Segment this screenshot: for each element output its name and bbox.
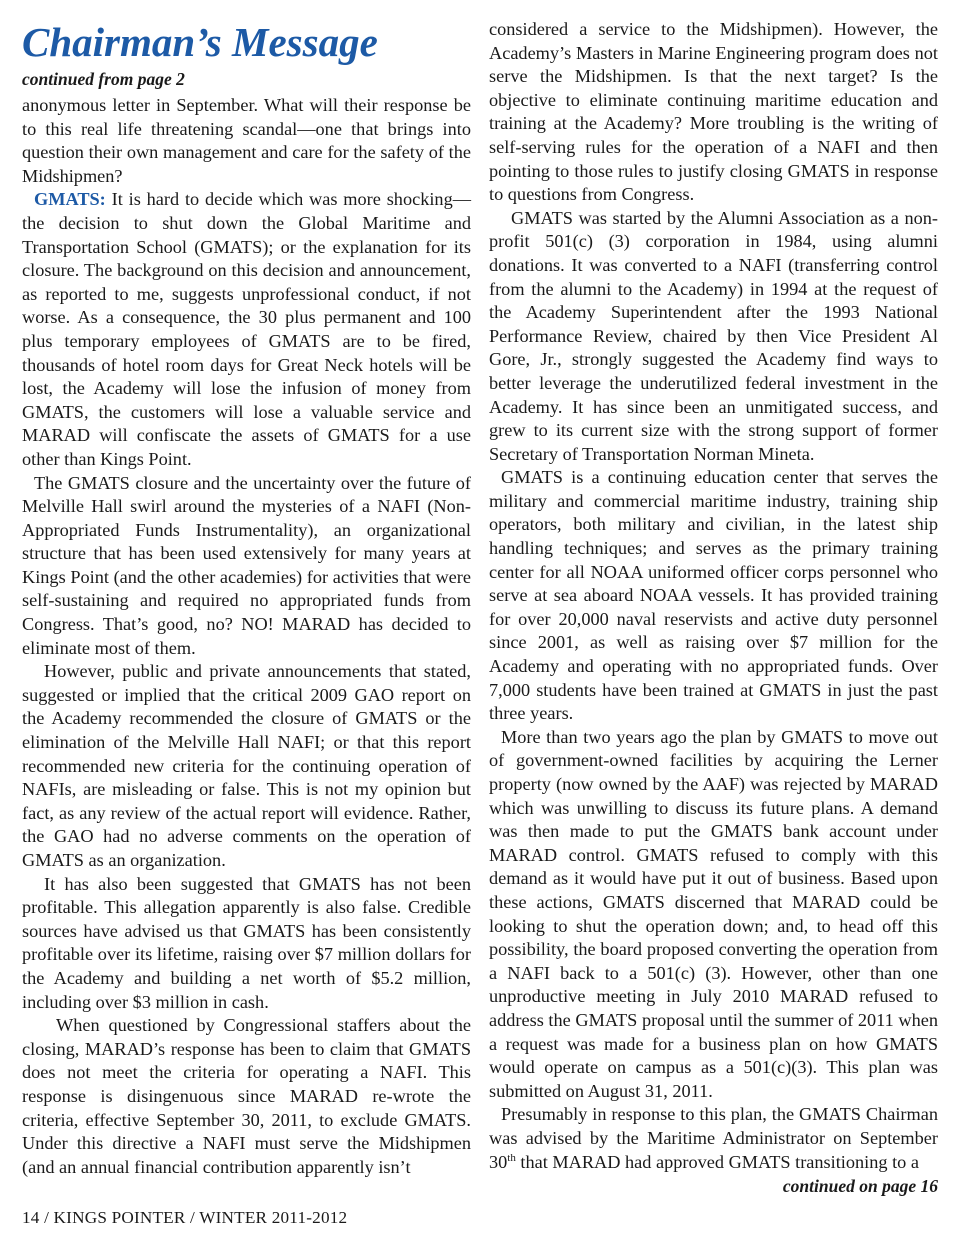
left-paragraph-2 xyxy=(22,188,471,471)
ordinal-suffix: th xyxy=(507,1151,516,1164)
continued-on-note: continued on page 16 xyxy=(782,1176,938,1197)
right-paragraph-2: GMATS was started by the Alumni Association as a non-profit 501(c) (3) corporation in 1984, using alumni donations. It was converted to a NAFI (transferring control from the alumni to the Academy) in 1994 at the request of the Academy Superintendent after the 1993 National Performance Review, chaired by then Vice President Al Gore, Jr., strongly suggested the Academy find ways to better leverage the underutilized federal investment in the Academy. It has since been an unmitigated success, and grew to its current size with the strong support of former Secretary of Transportation Norman Mineta. xyxy=(489,207,938,464)
left-paragraph-5: It has also been suggested that GMATS has not been profitable. This allegation apparently is also false. Credible sources have advised us that GMATS has been consistently profitable over its lifetime, raising over $7 million dollars for the Academy and building a net worth of $5.2 million, including over $3 million in cash. xyxy=(22,873,471,1012)
page-footer: 14 / KINGS POINTER / WINTER 2011-2012 xyxy=(22,1208,348,1227)
right-column xyxy=(489,18,938,1199)
right-paragraph-3: GMATS is a continuing education center that serves the military and commercial maritime industry, training ship operators, both military and civilian, in the latest ship handling techniques; and serves as the primary training center for all NOAA uniformed officer corps personnel who serve at sea aboard NOAA vessels. It has provided training for over 20,000 naval reservists and active duty personnel since 2001, as well as raising over $7 million for the Academy and operating with no appropriated funds. Over 7,000 students have been trained at GMATS in just the past three years. xyxy=(489,467,938,724)
right-paragraph-5 xyxy=(489,1103,938,1174)
continued-from-note: continued from page 2 xyxy=(22,69,185,89)
right-paragraph-4: More than two years ago the plan by GMATS to move out of government-owned facilities by acquiring the Lerner property (now owned by the AAF) was rejected by MARAD which was unwilling to discuss its future plans. A demand was then made to put the GMATS bank account under MARAD control. GMATS refused to comply with this demand as it would have put it out of business. Based upon these actions, GMATS discerned that MARAD could be looking to shut the operation down; and, to head off this possibility, the board proposed converting the operation from a NAFI back to a 501(c) (3). However, other than one unproductive meeting in July 2010 MARAD refused to address the GMATS proposal until the summer of 2011 when a request was made for a business plan on how GMATS would operate on campus as a 501(c)(3). This plan was submitted on August 31, 2011. xyxy=(489,726,938,1101)
left-column xyxy=(22,18,471,1179)
gmats-lead-heading: GMATS: xyxy=(34,189,106,210)
left-paragraph-3: The GMATS closure and the uncertainty over the future of Melville Hall swirl around the mysteries of a NAFI (Non-Appropriated Funds Instrumentality), an organizational structure that has been used extensively for many years at Kings Point (and the other academies) for activities that were self-sustaining and required no appropriated funds from Congress. That’s good, no? NO! MARAD has decided to eliminate most of them. xyxy=(22,472,471,658)
left-paragraph-6: When questioned by Congressional staffers about the closing, MARAD’s response has been to claim that GMATS does not meet the criteria for operating a NAFI. This response is disingenuous since MARAD re-wrote the criteria, effective September 30, 2011, to exclude GMATS. Under this directive a NAFI must serve the Midshipmen (and an annual financial contribution apparently isn’t xyxy=(22,1015,471,1177)
left-paragraph-4: However, public and private announcements that stated, suggested or implied that the critical 2009 GAO report on the Academy recommended the closure of GMATS or the elimination of the Melville Hall NAFI; or that this report recommended new criteria for the continuing operation of NAFIs, are misleading or false. This is not my opinion but fact, as any review of the actual report will evidence. Rather, the GAO had no adverse comments on the operation of GMATS as an organization. xyxy=(22,661,471,870)
right-paragraph-5-part-a: Presumably in response to this plan, the GMATS Chairman was advised by the Maritime Administrator on September 30 xyxy=(489,1104,938,1172)
right-paragraph-1: considered a service to the Midshipmen). However, the Academy’s Masters in Marine Engineering program does not serve the Midshipmen. Is that the next target? Is the objective to eliminate continuing maritime education and training at the Academy? More troubling is the writing of self-serving rules for the operation of a NAFI and then pointing to those rules to justify closing GMATS in response to questions from Congress. xyxy=(489,19,938,205)
page-title: Chairman’s Message xyxy=(22,19,378,65)
right-paragraph-5-part-b: that MARAD had approved GMATS transitioning to a xyxy=(515,1151,920,1172)
left-paragraph-1: anonymous letter in September. What will their response be to this real life threatening scandal—one that brings into question their own management and care for the safety of the Midshipmen? xyxy=(22,95,471,186)
left-paragraph-2-body: It is hard to decide which was more shocking—the decision to shut down the Global Maritime and Transportation School (GMATS); or the explanation for its closure. The background on this decision and announcement, as reported to me, suggests unprofessional conduct, if not worse. As a consequence, the 30 plus permanent and 100 plus temporary employees of GMATS are to be fired, thousands of hotel room days for Great Neck hotels will be lost, the Academy will lose the infusion of money from GMATS, the customers will lose a valuable service and MARAD will confiscate the assets of GMATS for a use other than Kings Point. xyxy=(22,189,471,469)
